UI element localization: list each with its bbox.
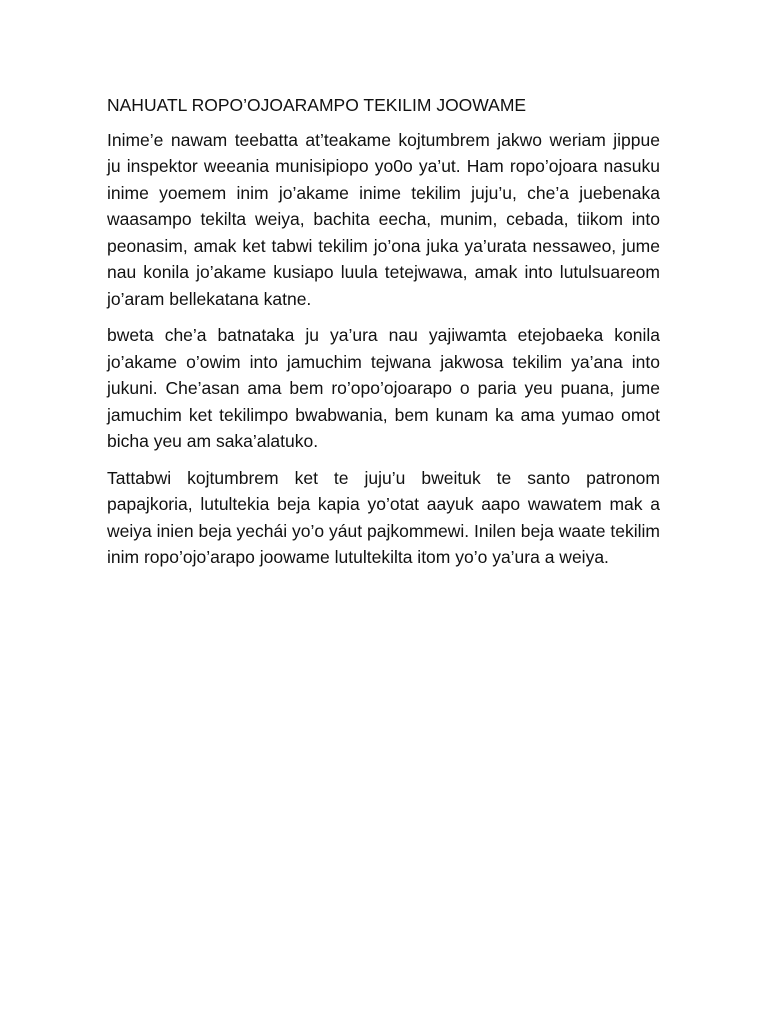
paragraph-2: bweta che’a batnataka ju ya’ura nau yajiwamta etejobaeka konila jo’akame o’owim into jamuchim tejwana jakwosa tekilim ya’ana into jukuni. Che’asan ama bem ro’opo’ojoarapo o paria yeu puana, jume jamuchim ket tekilimpo bwabwania, bem kunam ka ama yumao omot bicha yeu am saka’alatuko. — [107, 325, 660, 451]
paragraph-3: Tattabwi kojtumbrem ket te juju’u bweituk te santo patronom papajkoria, lutultekia beja kapia yo’otat aayuk aapo wawatem mak a weiya inien beja yechái yo’o yáut pajkommewi. Inilen beja waate tekilim inim ropo’ojo’arapo joowame lutultekilta itom yo’o ya’ura a weiya. — [107, 467, 660, 567]
document-title: NAHUATL ROPO’OJOARAMPO TEKILIM JOOWAME — [107, 95, 527, 115]
document-body — [107, 92, 660, 581]
paragraph-1: Inime’e nawam teebatta at’teakame kojtumbrem jakwo weriam jippue ju inspektor weeania munisipiopo yo0o ya’ut. Ham ropo’ojoara nasuku inime yoemem inim jo’akame inime tekilim juju’u, che’a juebenaka waasampo tekilta weiya, bachita eecha, munim, cebada, tiikom into peonasim, amak ket tabwi tekilim jo’ona juka ya’urata nessaweo, jume nau konila jo’akame kusiapo luula tetejwawa, amak into lutulsuareom jo’aram bellekatana katne. — [107, 129, 660, 309]
